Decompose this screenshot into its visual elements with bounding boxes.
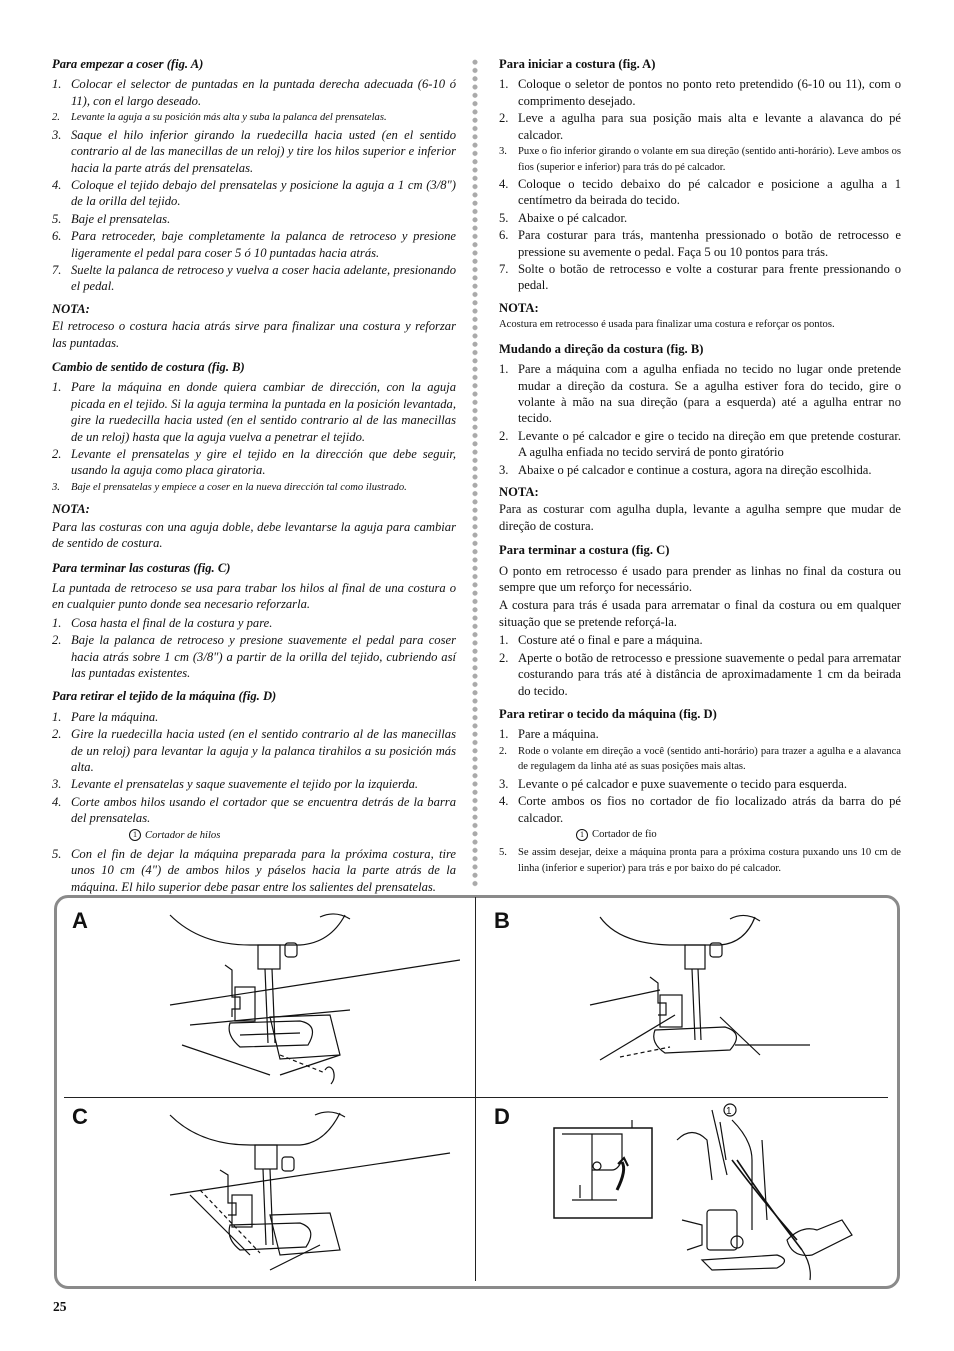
callout-number: 1: [576, 829, 588, 841]
figure-label-d: D: [494, 1104, 510, 1129]
finish-heading: Para terminar a costura (fig. C): [499, 543, 670, 558]
finish-heading: Para terminar las costuras (fig. C): [52, 560, 231, 575]
spanish-column: [52, 56, 456, 896]
presser-foot-illustration-b: [580, 905, 880, 1090]
list-item: 3. Levante o pé calcador e puxe suavemente o tecido para esquerda.: [499, 776, 848, 791]
start-heading: Para empezar a coser (fig. A): [52, 57, 204, 71]
note-label: NOTA:: [499, 300, 539, 315]
list-item: 2. Baje la palanca de retroceso y presione suavemente el pedal para coser hacia atrás sobre 1 cm (3/8") a partir de la orilla del tejido, cubriendo así las puntadas existentes.: [52, 633, 456, 680]
list-item: 1. Pare la máquina en donde quiera cambiar de dirección, con la aguja picada en el tejido. Si la aguja termina la puntada en la posición levantada, gire la ruedecilla hacia usted (en el sentido contrario al de las manecillas de un reloj) hasta que la aguja vuelva a penetrar el tejido.: [52, 380, 456, 444]
list-item: 1. Pare la máquina.: [52, 709, 159, 724]
list-item: 1. Colocar el selector de puntadas en la puntada derecha adecuada (6-10 ó 11), con el largo deseado.: [52, 77, 456, 108]
list-item: 2. Levante o pé calcador e gire o tecido na direção em que pretende costurar. A agulha enfiada no tecido servirá de ponto giratório: [499, 428, 901, 460]
list-item: 2. Leve a agulha para sua posição mais alta e levante a alavanca do pé calcador.: [499, 111, 901, 142]
portuguese-column: [499, 56, 901, 877]
column-divider: [471, 58, 479, 888]
finish-text: A costura para trás é usada para arrematar o final da costura ou em qualquer situação que se pretende reforçá-la.: [499, 598, 901, 629]
list-item: 1. Pare a máquina com a agulha enfiada no tecido no lugar onde pretende mudar a direção da costura. Se a agulha estiver fora do tecido, gire o volante à mão na sua direção (para a esquerda) até a agulha entrar no tecido.: [499, 362, 901, 426]
list-item: 1. Cosa hasta el final de la costura y pare.: [52, 615, 273, 630]
list-item: 2. Rode o volante em direção a você (sentido anti-horário) para trazer a agulha e a alavanca de regulagem da linha até as suas posições mais altas.: [499, 745, 901, 773]
change-heading: Mudando a direção da costura (fig. B): [499, 341, 704, 356]
note-text: Para las costuras con una aguja doble, debe levantarse la aguja para cambiar de sentido de costura.: [52, 519, 456, 551]
callout-number: 1: [129, 829, 141, 841]
figure-divider-vertical: [475, 897, 476, 1281]
list-item: 3. Puxe o fio inferior girando o volante em sua direção (sentido anti-horário). Leve ambos os fios (superior e inferior) para trás do pé calcador.: [499, 146, 901, 173]
figure-label-a: A: [72, 908, 88, 933]
presser-foot-illustration-a: [160, 905, 460, 1090]
list-item: 2. Levante el prensatelas y gire el tejido en la dirección que debe seguir, usando la aguja como placa giratoria.: [52, 447, 456, 478]
list-item: 1. Costure até o final e pare a máquina.: [499, 633, 703, 648]
page-number: 25: [53, 1299, 67, 1314]
list-item: 1. Coloque o seletor de pontos no ponto reto pretendido (6-10 ou 11), com o comprimento desejado.: [499, 77, 901, 108]
list-item: 5. Con el fin de dejar la máquina preparada para la próxima costura, tire unos 10 cm (4") de ambos hilos y páselos hacia la parte atrás de la máquina. El hilo superior debe pasar entre los salientes del prensatelas.: [52, 847, 456, 894]
list-item: 2. Levante la aguja a su posición más alta y suba la palanca del prensatelas.: [52, 112, 387, 124]
list-item: 4. Corte ambos os fios no cortador de fio localizado atrás da barra do pé calcador.: [499, 794, 901, 825]
list-item: 4. Coloque o tecido debaixo do pé calcador e posicione a agulha a 1 centímetro da beirada do tecido.: [499, 177, 901, 208]
finish-text: La puntada de retroceso se usa para trabar los hilos al final de una costura o en cualquier punto donde sea necesario reforzarla.: [52, 580, 456, 612]
list-item: 5. Se assim desejar, deixe a máquina pronta para a próxima costura puxando uns 10 cm de linha (inferior e superior) para trás e por baixo do pé calcador.: [499, 847, 901, 874]
list-item: 3. Abaixe o pé calcador e continue a costura, agora na direção escolhida.: [499, 462, 872, 477]
change-heading: Cambio de sentido de costura (fig. B): [52, 360, 245, 374]
start-list: [52, 76, 456, 294]
cutter-legend: 1 Cortador de fio: [499, 827, 901, 843]
note-text: Acostura em retrocesso é usada para finalizar uma costura e reforçar os pontos.: [499, 319, 835, 331]
presser-foot-illustration-c: [160, 1105, 460, 1285]
remove-heading: Para retirar el tejido de la máquina (fig. D): [52, 689, 277, 704]
remove-heading: Para retirar o tecido da máquina (fig. D): [499, 706, 717, 721]
list-item: 1. Pare a máquina.: [499, 727, 599, 742]
callout-number: 1: [726, 1106, 732, 1117]
finish-text: O ponto em retrocesso é usado para prender as linhas no final da costura ou sempre que um reforço for necessário.: [499, 563, 901, 595]
list-item: 2. Aperte o botão de retrocesso e pressione suavemente o pedal para arrematar costurando para trás até à distância de aproximadamente 1 cm da beirada do tecido.: [499, 650, 901, 698]
list-item: 7. Solte o botão de retrocesso e volte a costurar para frente pressionando o pedal.: [499, 262, 901, 293]
figure-divider-horizontal: [64, 1097, 888, 1098]
figure-label-b: B: [494, 908, 510, 933]
list-item: 3. Levante el prensatelas y saque suavemente el tejido por la izquierda.: [52, 777, 419, 792]
note-label: NOTA:: [52, 301, 90, 316]
note-label: NOTA:: [499, 485, 539, 500]
list-item: 4. Coloque el tejido debajo del prensatelas y posicione la aguja a 1 cm (3/8") de la orilla del tejido.: [52, 177, 456, 209]
list-item: 5. Baje el prensatelas.: [52, 211, 171, 226]
list-item: 2. Gire la ruedecilla hacia usted (en el sentido contrario al de las manecillas de un reloj) para levantar la aguja y la palanca tirahilos a su posición más alta.: [52, 727, 456, 775]
list-item: 3. Baje el prensatelas y empiece a coser en la nueva dirección tal como ilustrado.: [52, 481, 407, 493]
start-heading: Para iniciar a costura (fig. A): [499, 57, 656, 71]
list-item: 6. Para retroceder, baje completamente la palanca de retroceso y presione ligeramente el pedal para coser 5 ó 10 puntadas hacia atrás.: [52, 229, 456, 260]
figure-label-c: C: [72, 1104, 88, 1129]
thread-cutter-illustration-d: [552, 1100, 872, 1285]
list-item: 4. Corte ambos hilos usando el cortador que se encuentra detrás de la barra del prensatelas.: [52, 794, 456, 826]
cutter-legend: 1 Cortador de hilos: [52, 828, 456, 844]
list-item: 6. Para costurar para trás, mantenha pressionado o botão de retrocesso e pressione su avemente o pedal. Faça 5 ou 10 pontos para trás.: [499, 228, 901, 259]
list-item: 7. Suelte la palanca de retroceso y vuelva a coser hacia adelante, presionando el pedal.: [52, 262, 456, 294]
list-item: 3. Saque el hilo inferior girando la ruedecilla hacia usted (en el sentido contrario al de las manecillas de un reloj) y tire los hilos superior e inferior hacia la parte atrás del prensatelas.: [52, 127, 456, 175]
note-text: El retroceso o costura hacia atrás sirve para finalizar una costura y reforzar las puntadas.: [52, 319, 456, 350]
note-label: NOTA:: [52, 502, 90, 517]
list-item: 5. Abaixe o pé calcador.: [499, 210, 628, 225]
note-text: Para as costurar com agulha dupla, levante a agulha sempre que mudar de direção de costura.: [499, 502, 901, 533]
